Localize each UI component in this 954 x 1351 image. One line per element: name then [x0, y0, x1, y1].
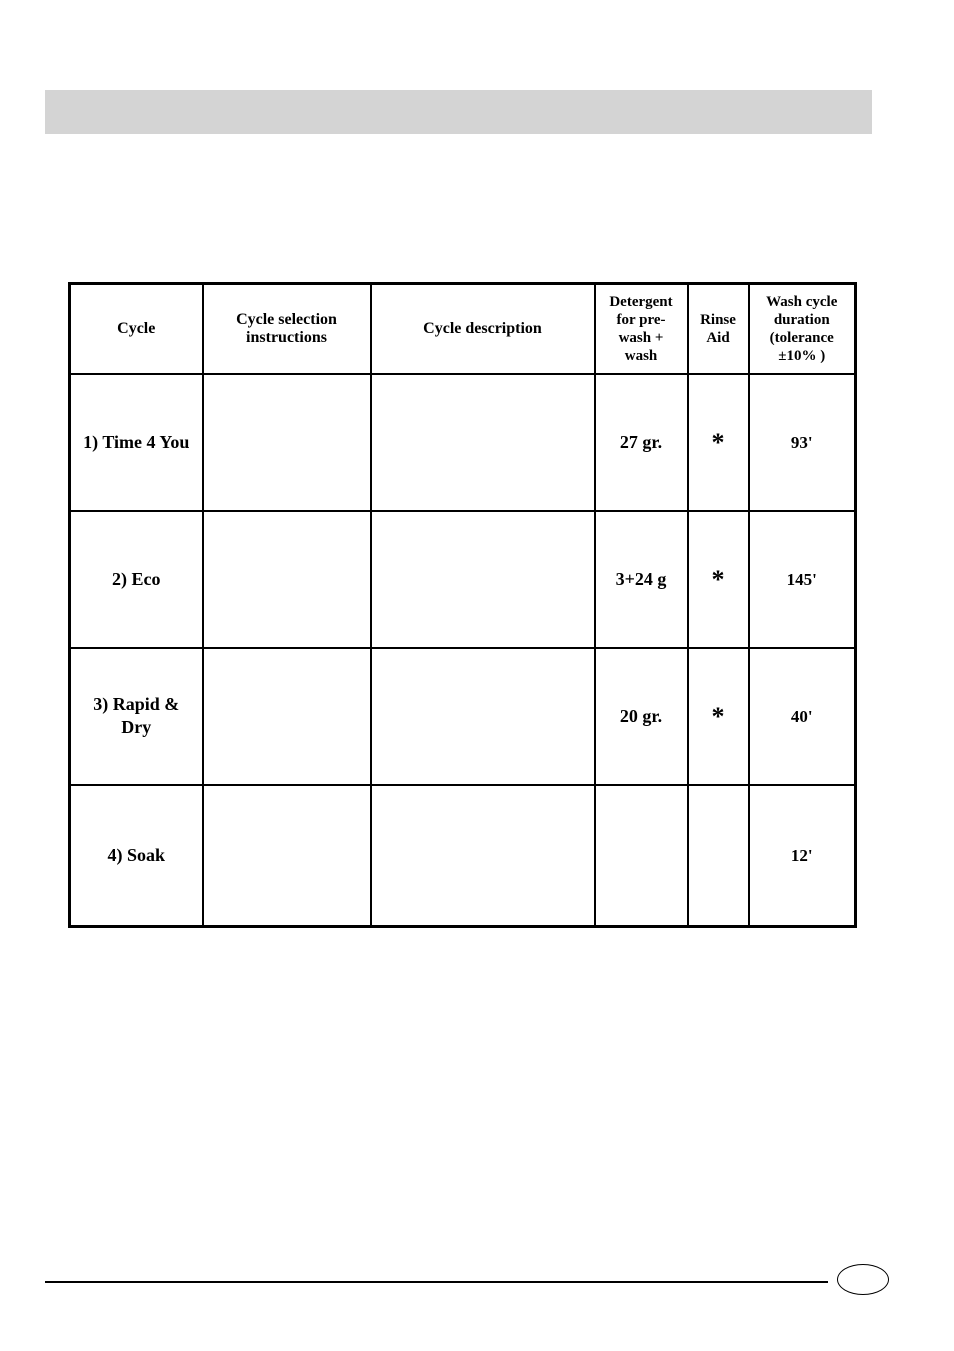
- cycle-description: [371, 511, 595, 648]
- cycle-rinse-aid: *: [688, 374, 749, 511]
- header-band: [45, 90, 872, 134]
- table-row: [70, 785, 856, 927]
- cycle-rinse-aid: *: [688, 648, 749, 785]
- wash-cycle-table: [68, 282, 857, 928]
- cycle-duration: 40': [749, 648, 856, 785]
- cycle-duration: 12': [749, 785, 856, 927]
- cycle-instructions: [203, 648, 371, 785]
- cycle-rinse-aid: [688, 785, 749, 927]
- header-duration-text: Wash cycle duration (tolerance ±10% ): [766, 293, 838, 364]
- table-row: [70, 511, 856, 648]
- cycle-name: 4) Soak: [70, 785, 203, 927]
- cycle-detergent: 20 gr.: [595, 648, 688, 785]
- cycle-description: [371, 785, 595, 927]
- cycle-detergent: 27 gr.: [595, 374, 688, 511]
- cycle-instructions: [203, 785, 371, 927]
- cycle-detergent: [595, 785, 688, 927]
- table-row: [70, 374, 856, 511]
- cycle-name: 1) Time 4 You: [70, 374, 203, 511]
- cycle-name: 2) Eco: [70, 511, 203, 648]
- table-row: [70, 648, 856, 785]
- cycle-instructions: [203, 374, 371, 511]
- header-detergent-text: Detergent for pre-wash + wash: [609, 293, 673, 364]
- header-detergent: [595, 284, 688, 374]
- cycle-rinse-aid: *: [688, 511, 749, 648]
- cycle-name-text: 3) Rapid & Dry: [93, 694, 180, 737]
- cycle-detergent: 3+24 g: [595, 511, 688, 648]
- header-cycle: Cycle: [70, 284, 203, 374]
- table-header-row: [70, 284, 856, 374]
- cycle-duration: 145': [749, 511, 856, 648]
- header-rinse-aid-text: Rinse Aid: [700, 311, 736, 346]
- cycle-name: [70, 648, 203, 785]
- header-description: Cycle description: [371, 284, 595, 374]
- cycle-instructions: [203, 511, 371, 648]
- header-instructions: [203, 284, 371, 374]
- language-oval-badge: [837, 1264, 889, 1295]
- header-instructions-text: Cycle selection instructions: [236, 310, 337, 346]
- cycle-description: [371, 374, 595, 511]
- footer-rule: [45, 1281, 828, 1283]
- cycle-duration: 93': [749, 374, 856, 511]
- header-rinse-aid: [688, 284, 749, 374]
- cycle-description: [371, 648, 595, 785]
- header-duration: [749, 284, 856, 374]
